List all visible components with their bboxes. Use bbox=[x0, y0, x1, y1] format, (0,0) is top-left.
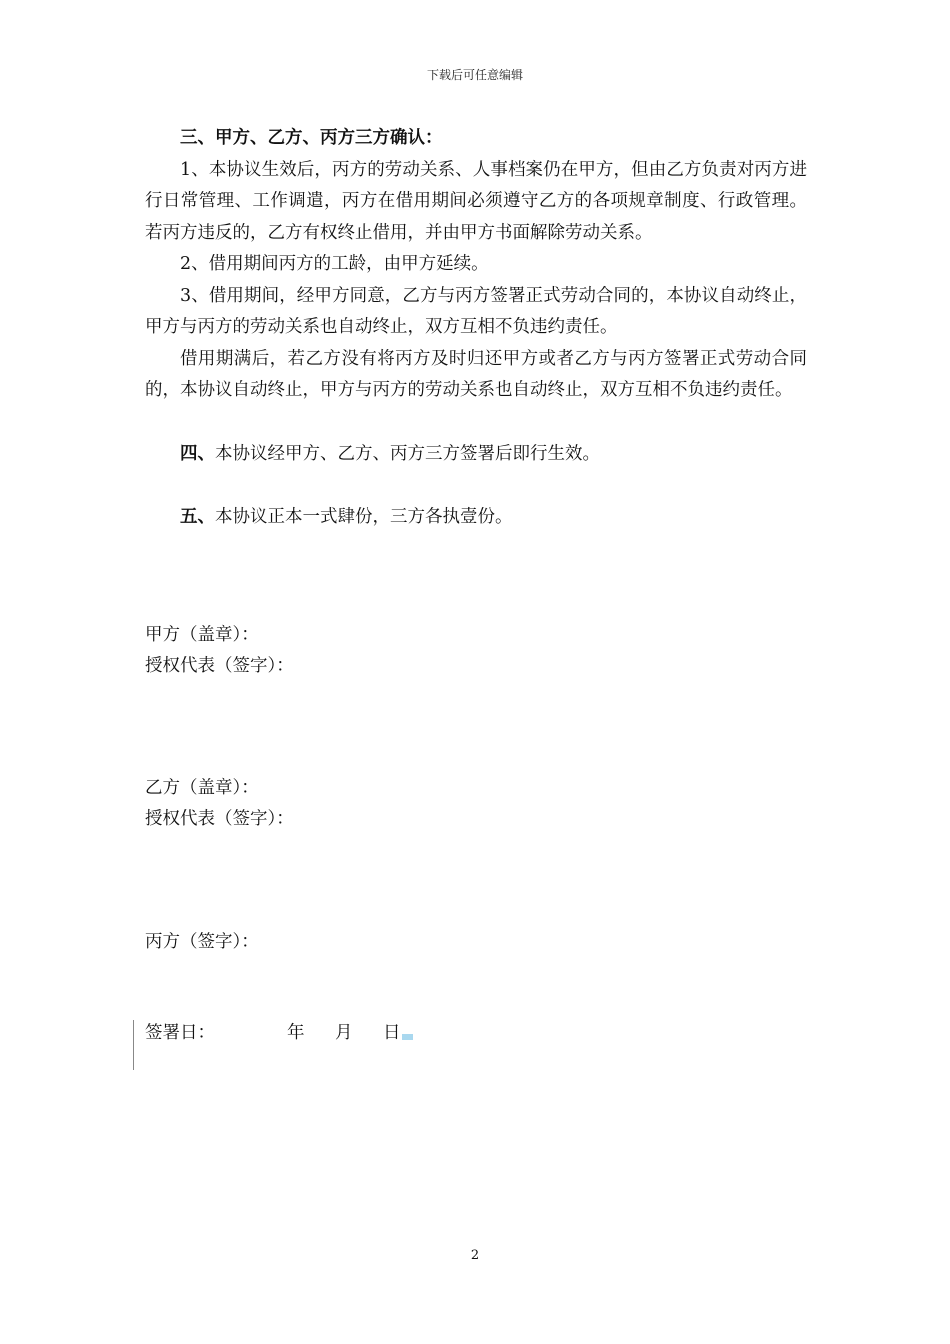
party-b-rep-label: 授权代表（签字）： bbox=[145, 809, 294, 829]
date-month-label: 月 bbox=[335, 1023, 353, 1043]
party-b-signature-block bbox=[145, 773, 294, 835]
page-number: 2 bbox=[470, 1248, 480, 1263]
date-year-label: 年 bbox=[287, 1023, 305, 1043]
section-4 bbox=[145, 439, 807, 471]
party-a-seal-label: 甲方（盖章）： bbox=[145, 625, 259, 645]
section-3-item-3: 3、借用期间，经甲方同意，乙方与丙方签署正式劳动合同的，本协议自动终止，甲方与丙方的劳动关系也自动终止，双方互相不负违约责任。 bbox=[145, 285, 807, 337]
section-4-text: 本协议经甲方、乙方、丙方三方签署后即行生效。 bbox=[215, 443, 600, 464]
section-3-item-2: 2、借用期间丙方的工龄，由甲方延续。 bbox=[180, 254, 489, 274]
section-5-text: 本协议正本一式肆份，三方各执壹份。 bbox=[215, 507, 513, 527]
party-c-signature-block bbox=[145, 927, 259, 958]
signing-date-label: 签署日： bbox=[145, 1023, 215, 1043]
party-b-seal-label: 乙方（盖章）： bbox=[145, 778, 259, 798]
section-5 bbox=[145, 502, 807, 534]
signing-date-line bbox=[145, 1018, 413, 1049]
section-3-item-1: 1、本协议生效后，丙方的劳动关系、人事档案仍在甲方，但由乙方负责对丙方进行日常管理、工作调遣，丙方在借用期间必须遵守乙方的各项规章制度、行政管理。若丙方违反的，乙方有权终止借用，并由甲方书面解除劳动关系。 bbox=[145, 159, 807, 243]
header-note: 下载后可任意编辑 bbox=[426, 68, 523, 82]
text-cursor-highlight[interactable] bbox=[402, 1034, 413, 1040]
section-4-label: 四、 bbox=[180, 443, 215, 464]
date-day-label: 日 bbox=[383, 1023, 401, 1043]
section-5-label: 五、 bbox=[180, 507, 215, 527]
party-a-rep-label: 授权代表（签字）： bbox=[145, 656, 294, 676]
party-c-sign-label: 丙方（签字）： bbox=[145, 932, 259, 952]
section-3-item-4: 借用期满后，若乙方没有将丙方及时归还甲方或者乙方与丙方签署正式劳动合同的，本协议自动终止，甲方与丙方的劳动关系也自动终止，双方互相不负违约责任。 bbox=[145, 348, 807, 400]
document-body bbox=[145, 123, 807, 534]
margin-change-bar bbox=[133, 1020, 134, 1070]
party-a-signature-block bbox=[145, 620, 294, 682]
section-3-heading: 三、甲方、乙方、丙方三方确认： bbox=[180, 128, 443, 148]
